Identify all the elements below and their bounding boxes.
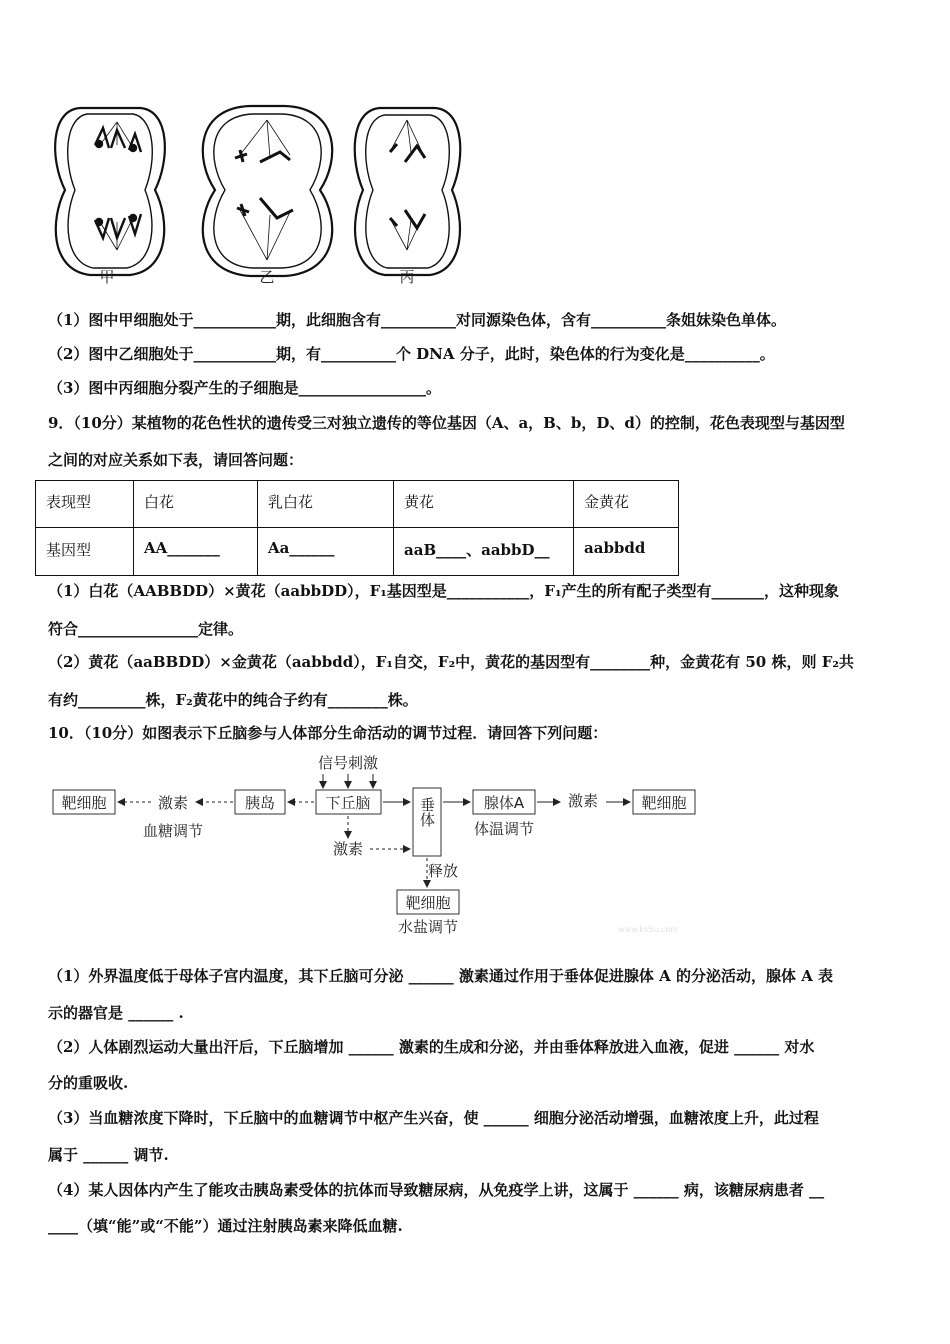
- table-cell-golden-genotype: aabbdd: [584, 539, 646, 557]
- q10-s2-line-1: （2）人体剧烈运动大量出汗后，下丘脑增加 ______ 激素的生成和分泌，并由垂体释放进入血液，促进 ______ 对水: [48, 1038, 815, 1056]
- q10-s2-line-2: 分的重吸收.: [48, 1074, 129, 1092]
- cell-division-figure: [45, 100, 475, 290]
- text-release: 释放: [427, 862, 459, 880]
- table-header-golden: 金黄花: [584, 493, 630, 511]
- text-pancreas: 胰岛: [244, 794, 276, 812]
- text-signal: 信号刺激: [317, 754, 379, 772]
- q10-s1-line-1: （1）外界温度低于母体子宫内温度，其下丘脑可分泌 ______ 激素通过作用于垂体促进腺体 A 的分泌活动，腺体 A 表: [48, 967, 834, 985]
- table-header-phenotype: 表现型: [46, 493, 92, 511]
- label-bing: 丙: [399, 268, 415, 286]
- text-target-bottom: 靶细胞: [405, 894, 451, 912]
- q9-s1-line-2: 符合________________定律。: [48, 620, 244, 638]
- q10-intro: 10．（10分）如图表示下丘脑参与人体部分生命活动的调节过程．请回答下列问题：: [48, 724, 608, 742]
- q9-intro-1: 9．（10分）某植物的花色性状的遗传受三对独立遗传的等位基因（A、a，B、b，D、d）的控制，花色表现型与基因型: [48, 414, 845, 432]
- text-pituitary: 垂体: [418, 797, 436, 827]
- q10-s4-line-1: （4）某人因体内产生了能攻击胰岛素受体的抗体而导致糖尿病，从免疫学上讲，这属于 ______ 病，该糖尿病患者 __: [48, 1181, 825, 1199]
- q9-intro-2: 之间的对应关系如下表，请回答问题：: [48, 451, 304, 469]
- q9-s1-line-1: （1）白花（AABBDD）×黄花（aabbDD），F₁基因型是___________，F₁产生的所有配子类型有_______，这种现象: [48, 582, 840, 600]
- label-jia: 甲: [99, 268, 115, 286]
- text-target-left: 靶细胞: [61, 794, 107, 812]
- genotype-table: [35, 480, 679, 576]
- table-header-white: 白花: [144, 493, 175, 511]
- cell-jia-drawing: [55, 108, 165, 275]
- text-hormone-mid: 激素: [332, 840, 364, 858]
- q9-s2-line-2: 有约_________株，F₂黄花中的纯合子约有________株。: [48, 691, 418, 709]
- q8-line-1: （1）图中甲细胞处于___________期，此细胞含有__________对同源染色体，含有__________条姐妹染色单体。: [48, 311, 786, 329]
- q10-s3-line-1: （3）当血糖浓度下降时，下丘脑中的血糖调节中枢产生兴奋，使 ______ 细胞分泌活动增强，血糖浓度上升，此过程: [48, 1109, 819, 1127]
- table-cell-milky-genotype: Aa______: [268, 539, 335, 557]
- q10-s1-line-2: 示的器官是 ______ .: [48, 1004, 184, 1022]
- table-row-genotype: 基因型: [46, 541, 92, 559]
- text-temperature: 体温调节: [473, 820, 535, 838]
- q8-line-2: （2）图中乙细胞处于___________期，有__________个 DNA 分子，此时，染色体的行为变化是__________。: [48, 345, 775, 363]
- label-yi: 乙: [259, 268, 275, 286]
- text-gland-a: 腺体A: [483, 794, 525, 812]
- cell-yi-drawing: [203, 106, 332, 276]
- q9-s2-line-1: （2）黄花（aaBBDD）×金黄花（aabbdd），F₁自交，F₂中，黄花的基因型有________种，金黄花有 50 株，则 F₂共: [48, 653, 854, 671]
- hypothalamus-diagram: [48, 750, 728, 940]
- table-cell-white-genotype: AA_______: [144, 539, 220, 557]
- table-cell-yellow-genotype: aaB____、aabbD__: [404, 541, 550, 559]
- text-hormone-right: 激素: [567, 792, 599, 810]
- text-target-right: 靶细胞: [641, 794, 687, 812]
- watermark: www.ks5u.com: [618, 925, 679, 934]
- q10-s4-line-2: ____（填“能”或“不能”）通过注射胰岛素来降低血糖.: [48, 1217, 403, 1235]
- text-hormone-left: 激素: [157, 794, 189, 812]
- q8-line-3: （3）图中丙细胞分裂产生的子细胞是_________________。: [48, 379, 441, 397]
- text-water-salt: 水盐调节: [397, 918, 459, 936]
- q10-s3-line-2: 属于 ______ 调节.: [48, 1146, 169, 1164]
- text-hypothalamus: 下丘脑: [325, 794, 371, 812]
- cell-bing-drawing: [355, 108, 461, 275]
- text-blood-sugar: 血糖调节: [142, 822, 204, 840]
- table-header-yellow: 黄花: [404, 493, 435, 511]
- table-header-milky-white: 乳白花: [268, 493, 314, 511]
